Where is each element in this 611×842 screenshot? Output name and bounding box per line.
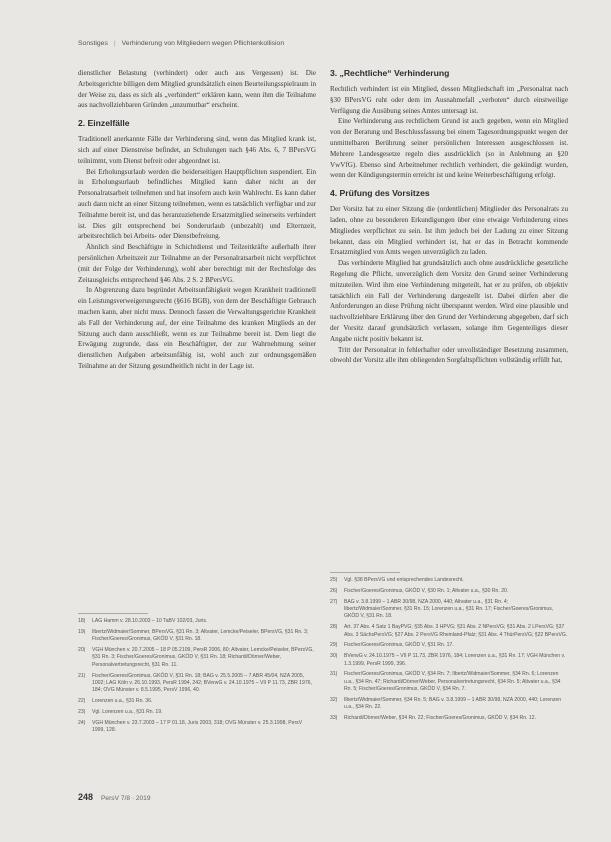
footnotes-right	[330, 577, 568, 726]
footnote-number: 19)	[78, 628, 86, 635]
right-paragraph-3: Der Vorsitz hat zu einer Sitzung die (ordentlichen) Mitglieder des Personalrats zu laden, ohne zu besonderen Erkundigungen über eine etwaige Verhinderung eines Mitgliedes verpflichtet zu sein. Ist ihm jedoch bei der Ladung zu einer Sitzung bekannt, dass ein Mitglied verhindert ist, hat er das in Betracht kommende Ersatzmitglied von Amts wegen unverzüglich zu laden.	[330, 205, 568, 257]
footnote	[78, 629, 316, 644]
footnote	[78, 647, 316, 669]
footnote	[78, 673, 316, 695]
left-intro-paragraph: dienstlicher Belastung (verhindert) oder auch aus Vergessen) ist. Die Arbeitsgerichte billigen dem Mitglied grundsätzlich einen Beurteilungsspielraum in der Weise zu, dass es sich als „verhindert“ erklären kann, wenn ihm die Teilnahme aus nachvollziehbaren Gründen „unzumutbar“ erscheint.	[78, 69, 316, 110]
footnotes-left	[78, 618, 316, 738]
page-number: 248	[78, 792, 94, 802]
footnote	[78, 709, 316, 716]
section-heading-einzelfaelle: 2. Einzelfälle	[78, 118, 130, 129]
right-paragraph-4: Das verhinderte Mitglied hat grundsätzlich auch ohne ausdrückliche gesetzliche Regelung die Pflicht, unverzüglich dem Vorsitz den Grund seiner Verhinderung mitzuteilen. Wird ihm eine Verhinderung mitgeteilt, hat er zu prüfen, ob objektiv tatsächlich ein Fall der Verhinderung dargestellt ist. Dabei dürfen aber die Anforderungen an diese Prüfung nicht überspannt werden. Wird eine plausible und nachvollziehbare Erklärung über den Grund der Verhinderung abgegeben, darf sich der Vorsitz darauf grundsätzlich verlassen, solange ihm Gegenteiliges dieser Angabe nicht positiv bekannt ist.	[330, 259, 568, 343]
footnote-text: Fischer/Goeres/Gronimus, GKÖD V, §31 Rn. 18; BAG v. 25.5.2005 – 7 ABR 45/04, NZA 2005, 1002; LAG Köln v. 26.10.1993, PersR 1994, 242; BVerwG v. 24.10.1975 – VII P 11.73, ZBR 1976, 184; OVG Münster v. 8.5.1995, PersV 1996, 40.	[92, 672, 312, 694]
left-paragraph-2: Bei Erholungsurlaub werden die beiderseitigen Hauptpflichten suspendiert. Ein in Erholungsurlaub befindliches Mitglied kann daher nicht an der Personalratsarbeit teilnehmen und hat insofern auch kein Wahlrecht. Es kann daher auch dann nicht an einer Sitzung teilnehmen, wenn es tatsächlich verfügbar und zur Teilnahme bereit ist, und das heranzuziehende Ersatzmitglied seinerseits verhindert ist. Dies gilt entsprechend bei Sonderurlaub (unbezahlt) und Elternzeit, arbeitsrechtlich bei Arbeits- oder Dienstbefreiung.	[78, 167, 316, 241]
footnote-number: 31)	[330, 671, 338, 678]
footnote-number: 25)	[330, 577, 338, 583]
footnote-text: Fischer/Goeres/Gronimus, GKÖD V, §34 Rn. 7; Ilbertz/Widmaier/Sommer, §34 Rn. 6; Lorenzen u.a., §34 Rn. 47; Richardi/Dörner/Weber, Personalvertretungsrecht, §34 Rn. 5; Altvater u.a., §34 Rn. 5; Fischer/Goeres/Gronimus, GKÖD V, §34 Rn. 7.	[344, 671, 561, 693]
footnote	[78, 698, 316, 705]
footnote	[330, 653, 568, 668]
footnote-text: Fischer/Goeres/Gronimus, GKÖD V, §30 Rn. 1; Altvater u.a., §30 Rn. 20.	[344, 587, 509, 594]
footnote-text: LAG Hamm v. 28.10.2003 – 10 TaBV 102/03, Juris.	[92, 618, 208, 624]
right-paragraph-5: Tritt der Personalrat in fehlerhafter oder unvollständiger Besetzung zusammen, obwohl der Vorsitz alle ihm obliegenden Sorgfaltspflichten vollständig erfüllt hat,	[330, 345, 568, 365]
footnote-text: BVerwG v. 24.10.1975 – VII P 11.73, ZBR 1976, 184; Lorenzen u.a., §31 Rn. 17; VGH München v. 1.3.1999, PersR 1999, 396.	[344, 653, 566, 667]
left-paragraph-4: In Abgrenzung dazu begründet Arbeitsunfähigkeit wegen Krankheit traditionell ein Leistungsverweigerungsrecht (§616 BGB), von dem der Beschäftigte Gebrauch machen kann, aber nicht muss. Dennoch fassen die Verwaltungsgerichte Krankheit als Fall der Verhinderung auf, der eine Teilnahme des kranken Mitglieds an der Sitzung auch dann ausschließt, wenn es zur Teilnahme bereit ist. Dem liegt die Erwägung zugrunde, dass ein Beschäftigter, der zur Wahrnehmung seiner dienstlichen Aufgaben arbeitsunfähig ist, wohl auch zur ordnungsgemäßen Teilnahme an der Sitzung gesundheitlich nicht in der Lage ist.	[78, 286, 316, 370]
footnote-number: 28)	[330, 624, 338, 631]
footnote-text: VGH München v. 20.7.2005 – 18 P 05.2109, PersR 2006, 80; Altvater, Lemcke/Peiseler, BPersVG, §31 Rn. 3; Fischer/Goeres/Gronimus, GKÖD V, §31 Rn. 18; Richardi/Dörner/Weber, Personalvertretungsrecht, §31 Rn. 11.	[92, 647, 314, 668]
footnote	[330, 599, 568, 621]
footnote-number: 22)	[78, 698, 86, 705]
footnote-divider-left	[78, 613, 148, 614]
footnote-number: 30)	[330, 653, 338, 660]
footnote-text: VGH München v. 23.7.2003 – 17 P 01.18, Juris 2003, 318; OVG Münster v. 25.3.1998, PersV 1999, 128.	[92, 719, 303, 734]
footnote-number: 32)	[330, 697, 338, 704]
footnote-number: 29)	[330, 642, 338, 649]
footnote	[78, 720, 316, 735]
footnote-text: Lorenzen u.a., §31 Rn. 36.	[92, 698, 153, 705]
footnote-divider-right	[330, 572, 400, 573]
right-paragraph-2: Eine Verhinderung aus rechtlichem Grund ist auch gegeben, wenn ein Mitglied von der Beratung und Beschlussfassung bei einem Tagesordnungspunkt wegen der unmittelbaren Berührung seiner persönlichen Interessen ausgeschlossen ist. Mehrere Landesgesetze regeln dies ausdrücklich (so in Anlehnung an §20 VwVfG). Ebenso sind Arbeitnehmer rechtlich verhindert, die gekündigt wurden, wenn der Kündigungstermin erreicht ist und keine Weiterbeschäftigung erfolgt.	[330, 117, 568, 180]
section-heading-pruefung-vorsitz: 4. Prüfung des Vorsitzes	[330, 188, 430, 199]
footnote-text: Ilbertz/Widmaier/Sommer, §34 Rn. 5; BAG v. 3.8.1999 – 1 ABR 30/98, NZA 2000, 440; Lorenzen u.a., §34 Rn. 22.	[344, 697, 562, 711]
footnote-number: 18)	[78, 618, 86, 624]
footnote-number: 27)	[330, 598, 338, 605]
footnote-text: Vgl. Lorenzen u.a., §31 Rn. 19.	[92, 709, 163, 716]
header-title: Verhinderung von Mitgliedern wegen Pflichtenkollision	[121, 40, 285, 47]
footnote-number: 20)	[78, 647, 86, 653]
footnote-text: Ilbertz/Widmaier/Sommer, BPersVG, §31 Rn. 3; Altvater, Lemcke/Peiseler, BPersVG, §31 Rn. 3; Fischer/Goeres/Gronimus, GKÖD V, §31 Rn. 18.	[92, 628, 309, 643]
footnote-number: 33)	[330, 715, 338, 722]
header-section: Sonstiges	[78, 40, 108, 47]
footnote-text: Art. 37 Abs. 4 Satz 1 BayPVG; §35 Abs. 3 HPVG; §31 Abs. 2 NPersVG; §31 Abs. 2 LPersVG; §37 Abs. 3 SächsPersVG; §27 Abs. 2 PersVG Rheinland-Pfalz; §31 Abs. 4 ThürPersVG; §22 BPersVG.	[344, 624, 568, 638]
page-footer	[78, 792, 151, 802]
footnote-number: 23)	[78, 709, 86, 716]
right-column	[330, 68, 568, 366]
footnote	[330, 715, 568, 722]
footnote	[330, 577, 568, 584]
footnote	[330, 697, 568, 712]
footnote-text: Richardi/Dörner/Weber, §34 Rn. 22; Fischer/Goeres/Gronimus, GKÖD V, §34 Rn. 12.	[344, 715, 536, 722]
footnote-number: 21)	[78, 672, 86, 679]
left-paragraph-3: Ähnlich sind Beschäftigte in Schichtdienst und Teilzeitkräfte außerhalb ihrer persönlichen Arbeitszeit zur Teilnahme an der Personalratsarbeit nicht verpflichtet (mit der Folge der Verhinderung), wohl aber berechtigt mit der Rechtsfolge des Zeitausgleichs entsprechend §46 Abs. 2 S. 2 BPersVG.	[78, 243, 316, 284]
section-heading-rechtliche-verhinderung: 3. „Rechtliche“ Verhinderung	[330, 68, 450, 78]
right-paragraph-1: Rechtlich verhindert ist ein Mitglied, dessen Mitgliedschaft im „Personalrat nach §30 BPersVG ruht oder dem im Ausnahmefall „verboten“ durch einstweilige Verfügung die Ausübung seines Amtes untersagt ist.	[330, 85, 568, 115]
left-paragraph-1: Traditionell anerkannte Fälle der Verhinderung sind, wenn das Mitglied krank ist, sich auf einer Dienstreise befindet, an Schulungen nach §46 Abs. 6, 7 BPersVG teilnimmt, vom Dienst befreit oder abgeordnet ist.	[78, 135, 316, 165]
header-separator: |	[113, 40, 116, 47]
footnote	[330, 588, 568, 595]
footnote-text: Vgl. §38 BPersVG und entsprechendes Landesrecht.	[344, 577, 464, 583]
footnote-text: Fischer/Goeres/Gronimus, GKÖD V, §31 Rn. 17.	[344, 642, 454, 649]
journal-issue: PersV 7/8 · 2019	[101, 795, 151, 802]
footnote	[78, 618, 316, 625]
footnote	[330, 671, 568, 693]
footnote-text: BAG v. 3.8.1999 – 1 ABR 30/98, NZA 2000, 440; Altvater u.a., §31 Rn. 4; Ilbertz/Widmaier/Sommer, §31 Rn. 15; Lorenzen u.a., §31 Rn. 17; Fischer/Goeres/Gronimus, GKÖD V, §31 Rn. 18.	[344, 598, 554, 620]
footnote-number: 26)	[330, 587, 338, 594]
footnote	[330, 624, 568, 639]
footnote-number: 24)	[78, 719, 86, 726]
running-header	[78, 40, 538, 47]
footnote	[330, 642, 568, 649]
left-column	[78, 68, 316, 372]
